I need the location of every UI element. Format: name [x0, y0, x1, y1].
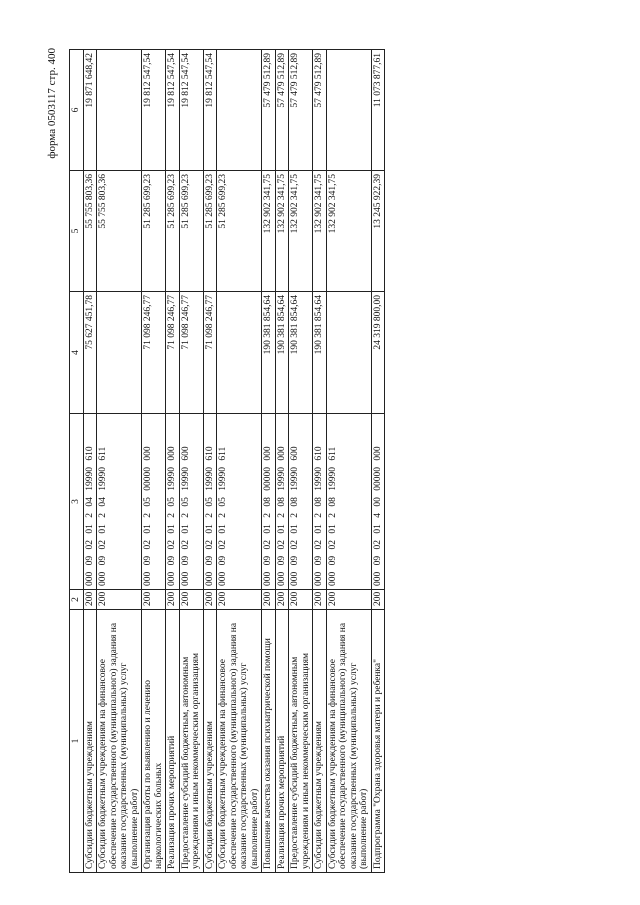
row-executed-cell: 132 902 341,75 [313, 171, 327, 292]
row-line-code-cell: 200 [313, 590, 327, 610]
table-row [262, 50, 276, 873]
row-name-cell: Повышение качества оказания психиатрической помощи [262, 610, 276, 873]
row-name-cell: Субсидии бюджетным учреждениям [313, 610, 327, 873]
row-line-code-cell: 200 [371, 590, 385, 610]
table-row [217, 50, 262, 873]
row-executed-cell: 132 902 341,75 [262, 171, 276, 292]
row-approved-cell: 71 098 246,77 [166, 292, 180, 414]
row-unexecuted-cell: 19 812 547,54 [179, 50, 203, 171]
row-approved-cell: 71 098 246,77 [142, 292, 166, 414]
row-name-cell: Субсидии бюджетным учреждениям на финансовое обеспечение государственного (муниципального) задания на оказание государственных (муниципальных) услуг (выполнение работ) [97, 610, 142, 873]
column-header: 4 [70, 292, 84, 414]
row-line-code-cell: 200 [326, 590, 371, 610]
table-row [275, 50, 289, 873]
row-unexecuted-cell: 19 812 547,54 [166, 50, 180, 171]
table-header-row [70, 50, 84, 873]
row-approved-cell [326, 292, 371, 414]
row-name-cell: Реализация прочих мероприятий [275, 610, 289, 873]
row-budget-code-cell: 000 09 02 01 2 05 19990 610 [203, 414, 217, 590]
row-unexecuted-cell: 19 871 648,42 [83, 50, 97, 171]
column-header: 3 [70, 414, 84, 590]
row-unexecuted-cell [97, 50, 142, 171]
row-name-cell: Организация работы по выявлению и лечению наркологических больных [142, 610, 166, 873]
row-name-cell: Субсидии бюджетным учреждениям [83, 610, 97, 873]
row-approved-cell: 190 381 854,64 [275, 292, 289, 414]
table-row [289, 50, 313, 873]
row-name-cell: Субсидии бюджетным учреждениям [203, 610, 217, 873]
rotated-page [40, 48, 600, 873]
row-line-code-cell: 200 [275, 590, 289, 610]
column-header: 1 [70, 610, 84, 873]
row-unexecuted-cell [217, 50, 262, 171]
table-row [97, 50, 142, 873]
row-budget-code-cell: 000 09 02 01 2 08 00000 000 [262, 414, 276, 590]
row-executed-cell: 51 285 699,23 [179, 171, 203, 292]
row-executed-cell: 51 285 699,23 [142, 171, 166, 292]
row-executed-cell: 51 285 699,23 [203, 171, 217, 292]
table-row [83, 50, 97, 873]
column-header: 2 [70, 590, 84, 610]
row-unexecuted-cell: 57 479 512,89 [313, 50, 327, 171]
row-approved-cell: 190 381 854,64 [289, 292, 313, 414]
table-body [83, 50, 385, 873]
row-name-cell: Предоставление субсидий бюджетным, автономным учреждениям и иным некоммерческим организациям [289, 610, 313, 873]
row-line-code-cell: 200 [262, 590, 276, 610]
row-name-cell: Предоставление субсидий бюджетным, автономным учреждениям и иным некоммерческим организациям [179, 610, 203, 873]
row-unexecuted-cell: 19 812 547,54 [142, 50, 166, 171]
table-row [326, 50, 371, 873]
table-row [142, 50, 166, 873]
row-unexecuted-cell [326, 50, 371, 171]
row-unexecuted-cell: 57 479 512,89 [289, 50, 313, 171]
row-name-cell: Подпрограмма "Охрана здоровья матери и ребенка" [371, 610, 385, 873]
row-budget-code-cell: 000 09 02 01 2 08 19990 610 [313, 414, 327, 590]
table-row [166, 50, 180, 873]
row-line-code-cell: 200 [97, 590, 142, 610]
row-executed-cell: 132 902 341,75 [289, 171, 313, 292]
row-approved-cell: 75 627 451,78 [83, 292, 97, 414]
row-executed-cell: 51 285 699,23 [166, 171, 180, 292]
row-executed-cell: 51 285 699,23 [217, 171, 262, 292]
row-approved-cell: 71 098 246,77 [203, 292, 217, 414]
row-name-cell: Субсидии бюджетным учреждениям на финансовое обеспечение государственного (муниципального) задания на оказание государственных (муниципальных) услуг (выполнение работ) [326, 610, 371, 873]
column-header: 5 [70, 171, 84, 292]
row-approved-cell: 190 381 854,64 [313, 292, 327, 414]
table-row [371, 50, 385, 873]
row-executed-cell: 132 902 341,75 [326, 171, 371, 292]
row-budget-code-cell: 000 09 02 01 4 00 00000 000 [371, 414, 385, 590]
row-executed-cell: 55 755 803,36 [83, 171, 97, 292]
row-unexecuted-cell: 19 812 547,54 [203, 50, 217, 171]
table-row [203, 50, 217, 873]
row-budget-code-cell: 000 09 02 01 2 05 19990 600 [179, 414, 203, 590]
row-unexecuted-cell: 57 479 512,89 [275, 50, 289, 171]
budget-table [69, 49, 385, 873]
row-line-code-cell: 200 [179, 590, 203, 610]
row-executed-cell: 55 755 803,36 [97, 171, 142, 292]
row-budget-code-cell: 000 09 02 01 2 05 00000 000 [142, 414, 166, 590]
column-header: 6 [70, 50, 84, 171]
row-line-code-cell: 200 [203, 590, 217, 610]
row-executed-cell: 132 902 341,75 [275, 171, 289, 292]
row-approved-cell: 24 319 800,00 [371, 292, 385, 414]
row-line-code-cell: 200 [83, 590, 97, 610]
row-approved-cell [97, 292, 142, 414]
row-budget-code-cell: 000 09 02 01 2 05 19990 000 [166, 414, 180, 590]
table-row [179, 50, 203, 873]
row-unexecuted-cell: 11 073 877,61 [371, 50, 385, 171]
row-name-cell: Реализация прочих мероприятий [166, 610, 180, 873]
row-executed-cell: 13 245 922,39 [371, 171, 385, 292]
row-budget-code-cell: 000 09 02 01 2 04 19990 610 [83, 414, 97, 590]
row-budget-code-cell: 000 09 02 01 2 08 19990 611 [326, 414, 371, 590]
row-budget-code-cell: 000 09 02 01 2 08 19990 600 [289, 414, 313, 590]
row-approved-cell: 71 098 246,77 [179, 292, 203, 414]
table-row [313, 50, 327, 873]
row-approved-cell [217, 292, 262, 414]
row-budget-code-cell: 000 09 02 01 2 08 19990 000 [275, 414, 289, 590]
row-budget-code-cell: 000 09 02 01 2 05 19990 611 [217, 414, 262, 590]
row-unexecuted-cell: 57 479 512,89 [262, 50, 276, 171]
form-number-label: форма 0503117 стр. 400 [46, 48, 58, 159]
row-budget-code-cell: 000 09 02 01 2 04 19990 611 [97, 414, 142, 590]
row-line-code-cell: 200 [217, 590, 262, 610]
row-approved-cell: 190 381 854,64 [262, 292, 276, 414]
row-line-code-cell: 200 [289, 590, 313, 610]
row-line-code-cell: 200 [166, 590, 180, 610]
row-name-cell: Субсидии бюджетным учреждениям на финансовое обеспечение государственного (муниципального) задания на оказание государственных (муниципальных) услуг (выполнение работ) [217, 610, 262, 873]
row-line-code-cell: 200 [142, 590, 166, 610]
